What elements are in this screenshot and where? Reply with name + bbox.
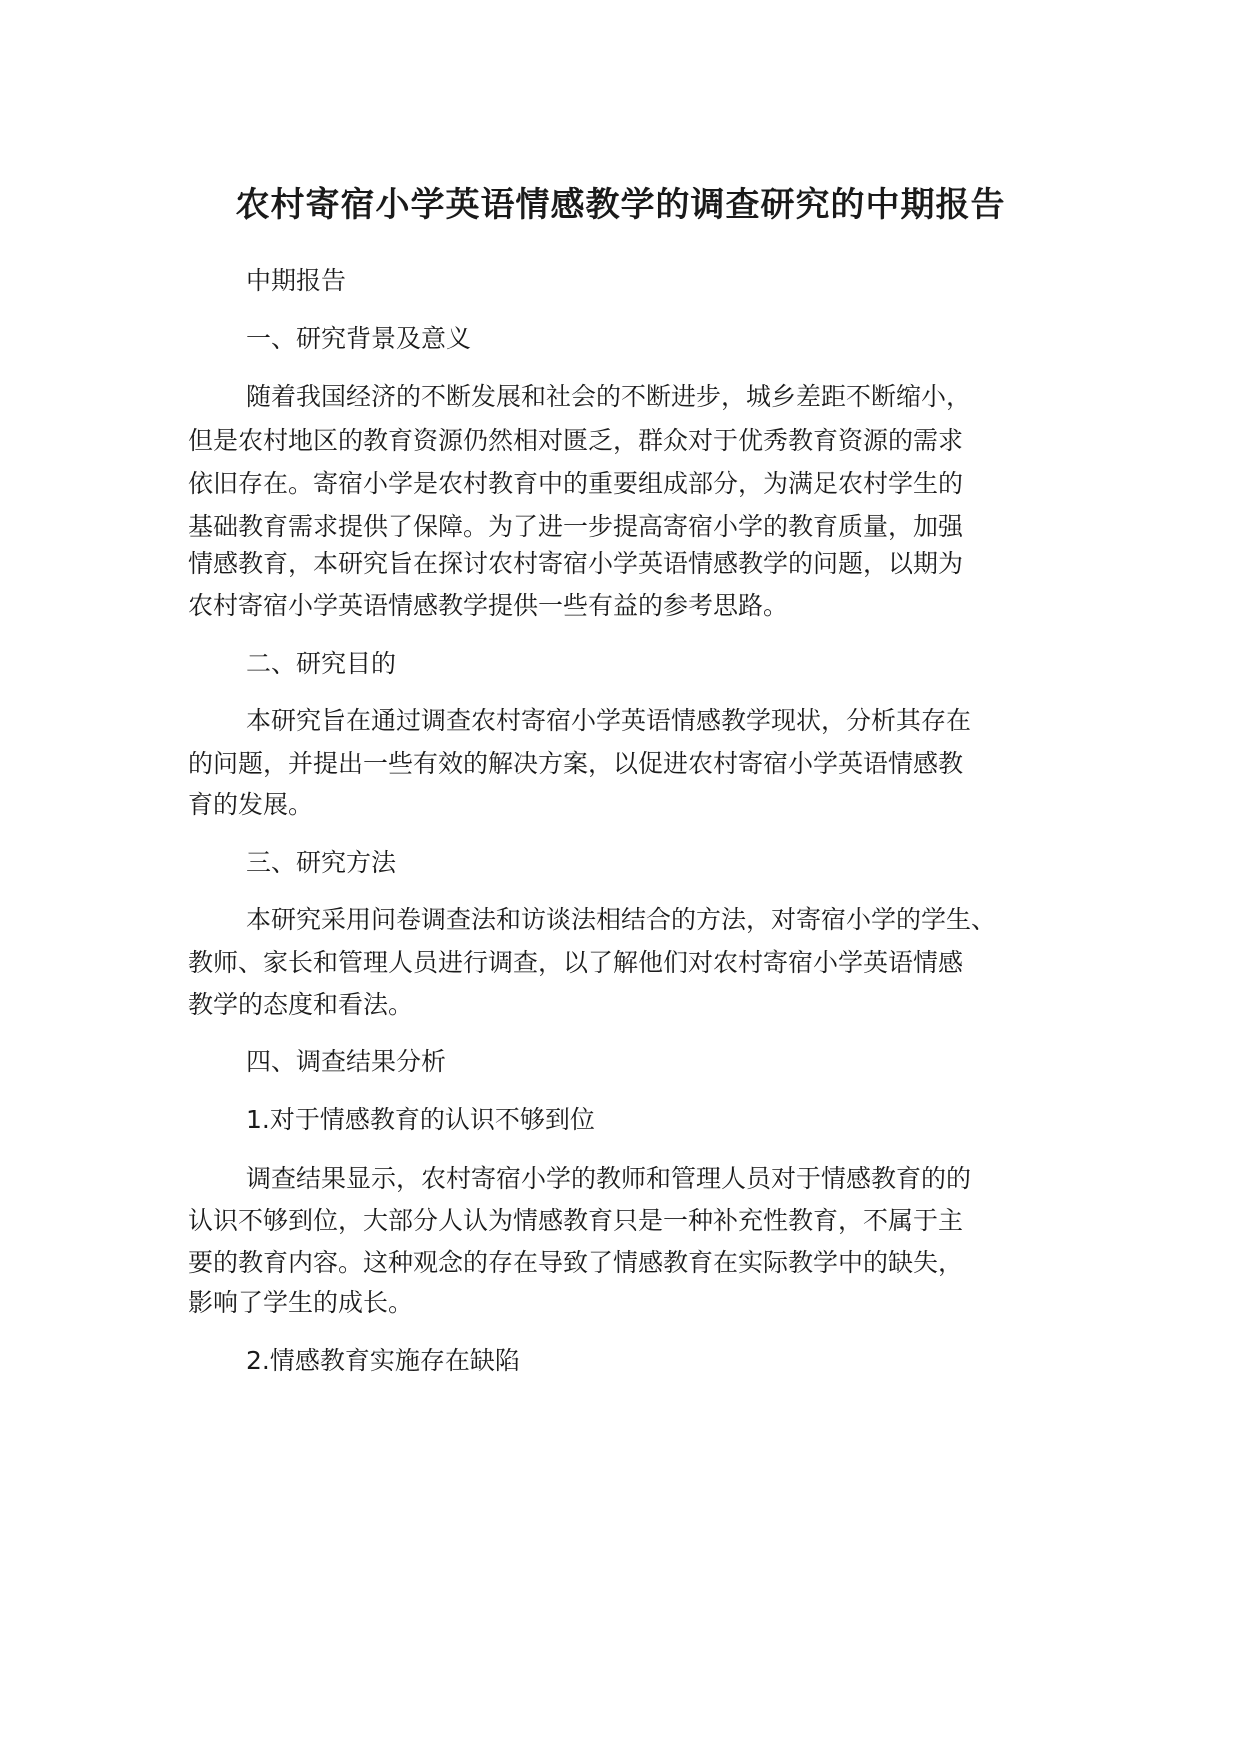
section-heading: 四、调查结果分析 (246, 1047, 447, 1076)
paragraph-line: 本研究采用问卷调查法和访谈法相结合的方法，对寄宿小学的学生、 (246, 905, 997, 934)
paragraph-line: 影响了学生的成长。 (188, 1288, 414, 1317)
paragraph-line: 教师、家长和管理人员进行调查，以了解他们对农村寄宿小学英语情感 (188, 948, 964, 977)
section-heading: 一、研究背景及意义 (246, 324, 472, 353)
paragraph-line: 随着我国经济的不断发展和社会的不断进步，城乡差距不断缩小， (246, 382, 972, 411)
paragraph-line: 育的发展。 (188, 790, 314, 819)
subsection-heading: 2.情感教育实施存在缺陷 (246, 1346, 520, 1375)
paragraph-line: 农村寄宿小学英语情感教学提供一些有益的参考思路。 (188, 591, 789, 620)
subsection-heading: 1.对于情感教育的认识不够到位 (246, 1105, 595, 1134)
paragraph-line: 但是农村地区的教育资源仍然相对匮乏，群众对于优秀教育资源的需求 (188, 426, 964, 455)
section-heading: 三、研究方法 (246, 848, 397, 877)
paragraph-line: 基础教育需求提供了保障。为了进一步提高寄宿小学的教育质量，加强 (188, 512, 964, 541)
subtitle: 中期报告 (246, 266, 347, 295)
paragraph-line: 调查结果显示，农村寄宿小学的教师和管理人员对于情感教育的的 (246, 1164, 972, 1193)
paragraph-line: 的问题，并提出一些有效的解决方案，以促进农村寄宿小学英语情感教 (188, 749, 964, 778)
paragraph-line: 认识不够到位，大部分人认为情感教育只是一种补充性教育，不属于主 (188, 1206, 964, 1235)
paragraph-line: 教学的态度和看法。 (188, 990, 414, 1019)
section-heading: 二、研究目的 (246, 649, 397, 678)
paragraph-line: 依旧存在。寄宿小学是农村教育中的重要组成部分，为满足农村学生的 (188, 469, 964, 498)
paragraph-line: 情感教育，本研究旨在探讨农村寄宿小学英语情感教学的问题，以期为 (188, 549, 964, 578)
document-title: 农村寄宿小学英语情感教学的调查研究的中期报告 (235, 185, 1006, 225)
paragraph-line: 本研究旨在通过调查农村寄宿小学英语情感教学现状，分析其存在 (246, 706, 972, 735)
paragraph-line: 要的教育内容。这种观念的存在导致了情感教育在实际教学中的缺失， (188, 1248, 964, 1277)
